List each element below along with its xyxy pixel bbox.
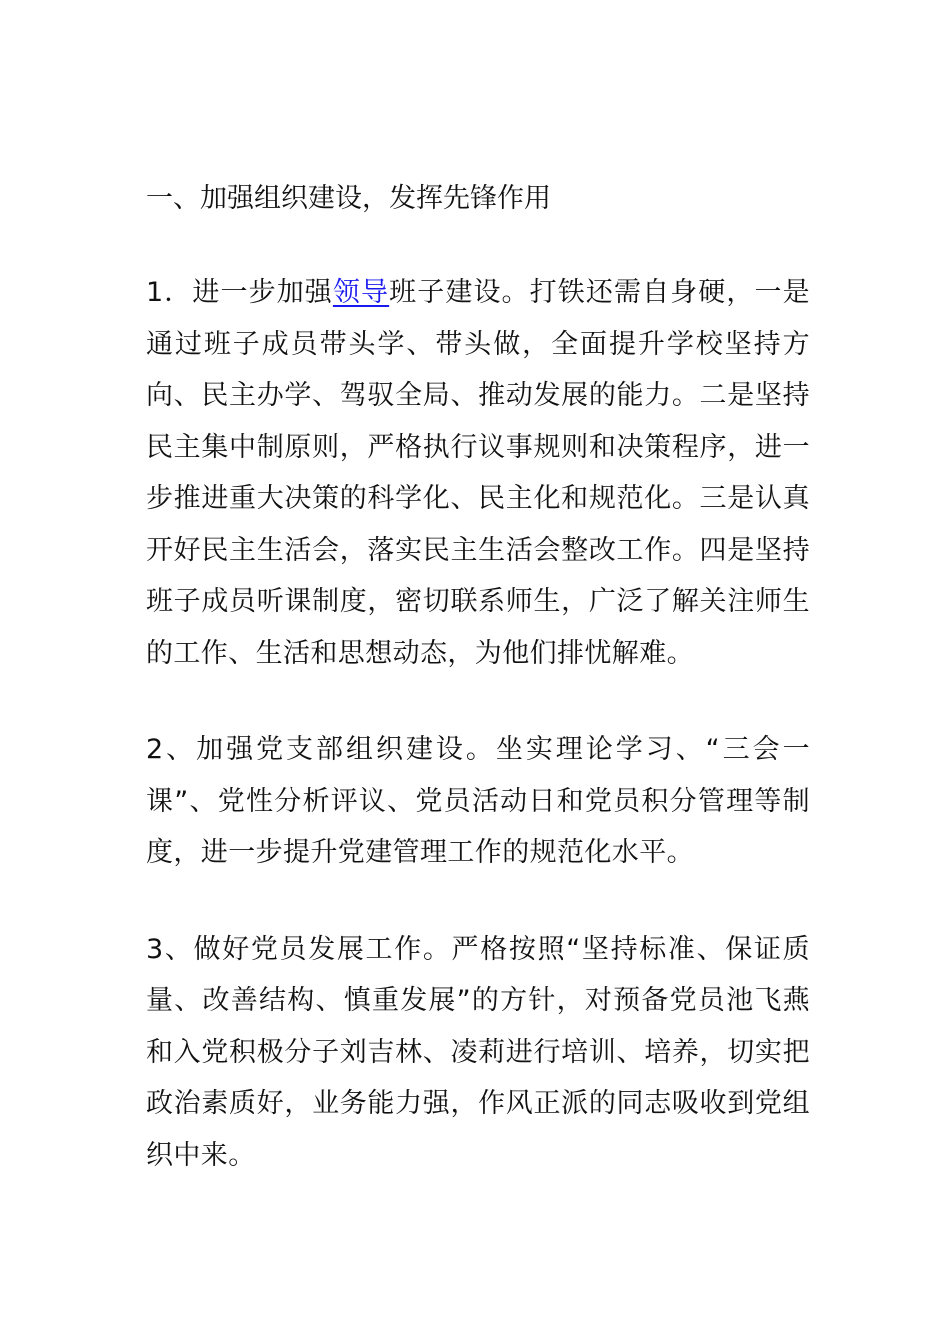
paragraph-1 [146,267,810,679]
paragraph-2: 2、加强党支部组织建设。坐实理论学习、“三会一课”、党性分析评议、党员活动日和党员积分管理等制度，进一步提升党建管理工作的规范化水平。 [146,734,810,868]
section-heading: 一、加强组织建设，发挥先锋作用 [146,183,551,214]
document-body [146,176,810,1181]
paragraph-1-body: 班子建设。打铁还需自身硬，一是通过班子成员带头学、带头做，全面提升学校坚持方向、民主办学、驾驭全局、推动发展的能力。二是坚持民主集中制原则，严格执行议事规则和决策程序，进一步推进重大决策的科学化、民主化和规范化。三是认真开好民主生活会，落实民主生活会整改工作。四是坚持班子成员听课制度，密切联系师生，广泛了解关注师生的工作、生活和思想动态，为他们排忧解难。 [146,277,811,669]
leadership-link[interactable]: 领导 [332,277,390,308]
paragraph-1-lead: 1．进一步加强 [146,277,333,308]
paragraph-3: 3、做好党员发展工作。严格按照“坚持标准、保证质量、改善结构、慎重发展”的方针，对预备党员池飞燕和入党积极分子刘吉林、凌莉进行培训、培养，切实把政治素质好，业务能力强，作风正派的同志吸收到党组织中来。 [146,933,810,1171]
